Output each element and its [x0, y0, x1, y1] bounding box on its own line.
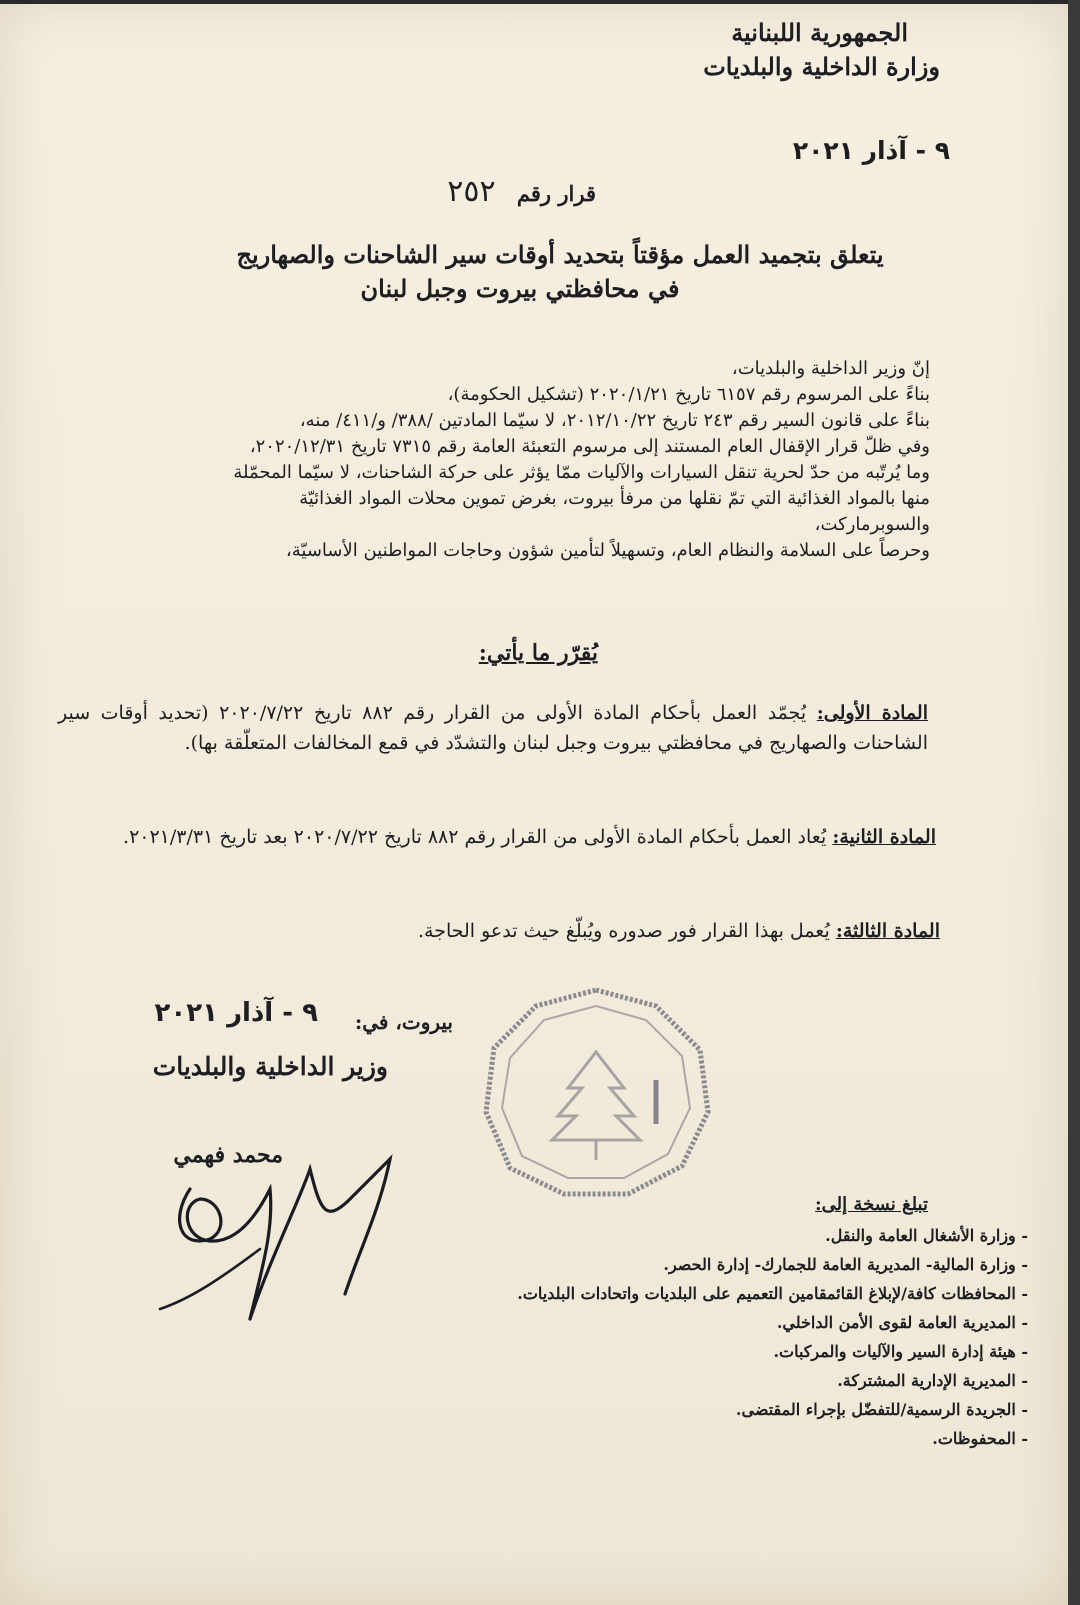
decision-label: قرار رقم	[516, 181, 596, 206]
cc-item: - الجريدة الرسمية/للتفضّل بإجراء المقتضى.	[388, 1395, 1028, 1424]
republic-header: الجمهورية اللبنانية	[731, 18, 908, 47]
decision-number-line	[447, 174, 596, 209]
cc-item: - المحفوظات.	[388, 1424, 1028, 1453]
signature-place: بيروت، في:	[354, 1010, 453, 1034]
preamble-line: وحرصاً على السلامة والنظام العام، وتسهيلاً لتأمين شؤون وحاجات المواطنين الأساسيّة،	[285, 540, 930, 561]
cc-item: - وزارة المالية- المديرية العامة للجمارك- إدارة الحصر.	[388, 1250, 1028, 1279]
preamble-line: بناءً على قانون السير رقم ٢٤٣ تاريخ ٢٠١٢/١٠/٢٢، لا سيّما المادتين /٣٨٨/ و/٤١١/ منه،	[299, 410, 930, 431]
subject-line-2: في محافظتي بيروت وجبل لبنان	[360, 274, 680, 303]
cc-item: - المديرية الإدارية المشتركة.	[388, 1366, 1028, 1395]
cc-item: - المديرية العامة لقوى الأمن الداخلي.	[388, 1308, 1028, 1337]
article-2	[66, 822, 936, 852]
article-label: المادة الثالثة:	[835, 920, 940, 942]
decision-number: ٢٥٢	[447, 174, 496, 209]
article-label: المادة الأولى:	[816, 702, 928, 724]
article-text: يُعمل بهذا القرار فور صدوره ويُبلّغ حيث تدعو الحاجة.	[417, 920, 830, 942]
cc-item: - هيئة إدارة السير والآليات والمركبات.	[388, 1337, 1028, 1366]
article-1	[58, 698, 928, 758]
minister-title: وزير الداخلية والبلديات	[152, 1052, 388, 1081]
official-stamp	[478, 984, 714, 1200]
cedar-icon	[552, 1052, 640, 1160]
article-label: المادة الثانية:	[832, 826, 936, 848]
cc-item: - المحافظات كافة/لإبلاغ القائمقامين التعميم على البلديات واتحادات البلديات.	[388, 1279, 1028, 1308]
document-page	[0, 4, 1068, 1605]
minister-name: محمد فهمي	[173, 1142, 283, 1168]
decision-date: ٩ - آذار ٢٠٢١	[792, 136, 950, 165]
cc-item: - وزارة الأشغال العامة والنقل.	[388, 1221, 1028, 1250]
article-text: يُجمّد العمل بأحكام المادة الأولى من القرار رقم ٨٨٢ تاريخ ٢٠٢٠/٧/٢٢ (تحديد أوقات سير الشاحنات والصهاريج في محافظتي بيروت وجبل لبنان والتشدّد في قمع المخالفات المتعلّقة بها).	[58, 702, 928, 754]
preamble-line: بناءً على المرسوم رقم ٦١٥٧ تاريخ ٢٠٢٠/١/٢١ (تشكيل الحكومة)،	[447, 384, 930, 405]
handwritten-signature	[150, 1129, 410, 1329]
ministry-header: وزارة الداخلية والبلديات	[703, 52, 940, 81]
article-text: يُعاد العمل بأحكام المادة الأولى من القرار رقم ٨٨٢ تاريخ ٢٠٢٠/٧/٢٢ بعد تاريخ ٢٠٢١/٣/٣١.	[123, 826, 827, 848]
signature-date: ٩ - آذار ٢٠٢١	[154, 998, 318, 1028]
preamble	[100, 356, 930, 564]
cc-title: تبلغ نسخة إلى:	[815, 1194, 928, 1215]
decides-heading: يُقرّر ما يأتي:	[478, 640, 598, 666]
preamble-line: وما يُرتّبه من حدّ لحرية تنقل السيارات والآليات ممّا يؤثر على حركة الشاحنات، لا سيّما المحمّلة	[233, 462, 930, 483]
cc-list	[388, 1221, 1028, 1453]
subject-line-1: يتعلق بتجميد العمل مؤقتاً بتحديد أوقات سير الشاحنات والصهاريج	[236, 240, 884, 269]
page-edge	[1068, 0, 1080, 1605]
preamble-line: إنّ وزير الداخلية والبلديات،	[731, 358, 930, 379]
preamble-line: منها بالمواد الغذائية التي تمّ نقلها من مرفأ بيروت، بغرض تموين محلات المواد الغذائيّة	[299, 488, 930, 509]
article-3	[70, 916, 940, 946]
preamble-line: والسوبرماركت،	[814, 514, 930, 535]
preamble-line: وفي ظلّ قرار الإقفال العام المستند إلى مرسوم التعبئة العامة رقم ٧٣١٥ تاريخ ٢٠٢٠/١٢/٣١،	[249, 436, 930, 457]
